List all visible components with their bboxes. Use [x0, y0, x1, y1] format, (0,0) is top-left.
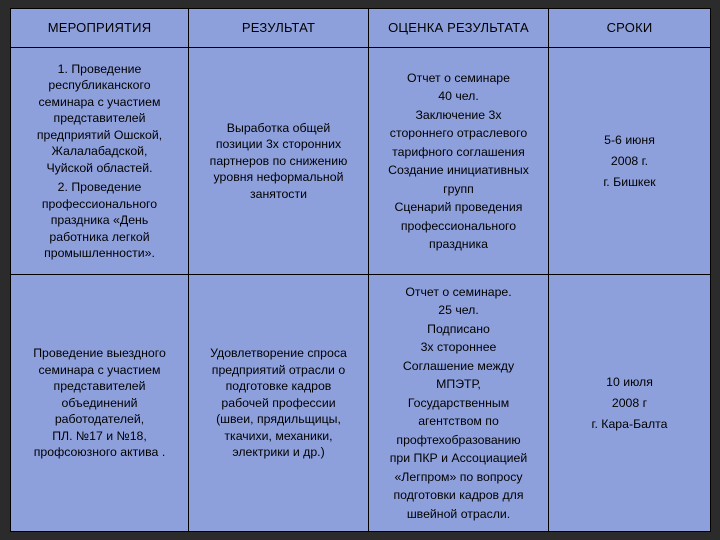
table-row	[11, 275, 711, 532]
event-cell	[11, 275, 189, 532]
dates-line: 5-6 июня	[604, 132, 655, 147]
event-line: объединений	[61, 395, 138, 410]
dates-line: г. Бишкек	[603, 174, 656, 189]
evaluation-line: Отчет о семинаре.	[405, 284, 512, 299]
result-line: занятости	[250, 186, 307, 201]
header-evaluation: ОЦЕНКА РЕЗУЛЬТАТА	[369, 9, 549, 48]
table-row	[11, 48, 711, 275]
evaluation-line: 25 чел.	[438, 303, 479, 318]
header-result: РЕЗУЛЬТАТ	[189, 9, 369, 48]
evaluation-line: 40 чел.	[438, 89, 479, 103]
dates-cell	[549, 275, 711, 532]
evaluation-line: профессионального	[400, 218, 517, 233]
evaluation-line: подготовки кадров для	[393, 488, 524, 503]
evaluation-line: групп	[443, 181, 474, 196]
result-line: предприятий отрасли о	[211, 362, 346, 377]
event-line: праздника «День	[50, 213, 149, 227]
event-line: промышленности».	[44, 246, 155, 260]
evaluation-line: Отчет о семинаре	[407, 70, 510, 85]
dates-line: 10 июля	[606, 374, 653, 389]
evaluation-line: Заключение 3х	[415, 107, 502, 122]
events-table	[10, 8, 711, 532]
result-line: позиции 3х сторонних	[215, 137, 342, 152]
result-line: Выработка общей	[226, 120, 331, 135]
result-line: подготовке кадров	[225, 379, 332, 394]
result-cell	[189, 48, 369, 275]
evaluation-line: Подписано	[427, 321, 490, 336]
event-line: семинара с участием	[38, 94, 161, 109]
evaluation-line: швейной отрасли.	[406, 506, 511, 521]
event-line: республиканского	[48, 78, 151, 92]
evaluation-line: стороннего отраслевого	[389, 126, 528, 140]
evaluation-line: профтехобразованию	[396, 432, 521, 447]
evaluation-line: Соглашение между	[402, 358, 515, 373]
dates-cell	[549, 48, 711, 275]
event-line: Проведение выездного	[33, 346, 166, 361]
evaluation-cell	[369, 275, 549, 532]
evaluation-line: тарифного соглашения	[392, 144, 525, 159]
evaluation-line: при ПКР и Ассоциацией	[389, 451, 528, 466]
evaluation-line: праздника	[429, 237, 488, 251]
evaluation-line: Государственным	[407, 395, 510, 410]
event-line: профессионального	[41, 196, 158, 211]
evaluation-line: Сценарий проведения	[394, 200, 523, 214]
result-line: партнеров по снижению	[209, 153, 348, 168]
dates-line: 2008 г	[611, 395, 648, 410]
evaluation-line: «Легпром» по вопросу	[394, 469, 523, 484]
result-line: ткачихи, механики,	[224, 428, 333, 443]
event-line: представителей	[53, 379, 146, 394]
event-line: профсоюзного актива .	[33, 445, 166, 460]
event-line: 2. Проведение	[57, 180, 142, 194]
result-line: Удовлетворение спроса	[210, 346, 347, 361]
event-line: Чуйской областей.	[46, 160, 153, 175]
event-cell	[11, 48, 189, 275]
event-line: семинара с участием	[38, 362, 161, 377]
header-dates: СРОКИ	[549, 9, 711, 48]
evaluation-line: агентством по	[418, 414, 499, 429]
result-line: электрики и др.)	[232, 445, 325, 460]
event-line: представителей	[53, 111, 146, 125]
header-events: МЕРОПРИЯТИЯ	[11, 9, 189, 48]
result-line: уровня неформальной	[213, 170, 344, 185]
evaluation-cell	[369, 48, 549, 275]
dates-line: 2008 г.	[610, 153, 649, 168]
evaluation-line: Создание инициативных	[388, 163, 529, 177]
result-cell	[189, 275, 369, 532]
header-row	[11, 9, 711, 48]
event-line: работодателей,	[54, 412, 145, 427]
event-line: ПЛ. №17 и №18,	[52, 428, 147, 443]
dates-line: г. Кара-Балта	[591, 416, 668, 431]
evaluation-line: 3х стороннее	[420, 340, 497, 355]
evaluation-line: МПЭТР,	[436, 377, 481, 392]
event-line: предприятий Ошской,	[36, 127, 163, 142]
result-line: рабочей профессии	[221, 395, 336, 410]
result-line: (швеи, прядильщицы,	[216, 412, 341, 427]
event-line: работника легкой	[49, 229, 150, 244]
event-line: Жалалабадской,	[51, 144, 148, 158]
event-line: 1. Проведение	[57, 61, 142, 76]
